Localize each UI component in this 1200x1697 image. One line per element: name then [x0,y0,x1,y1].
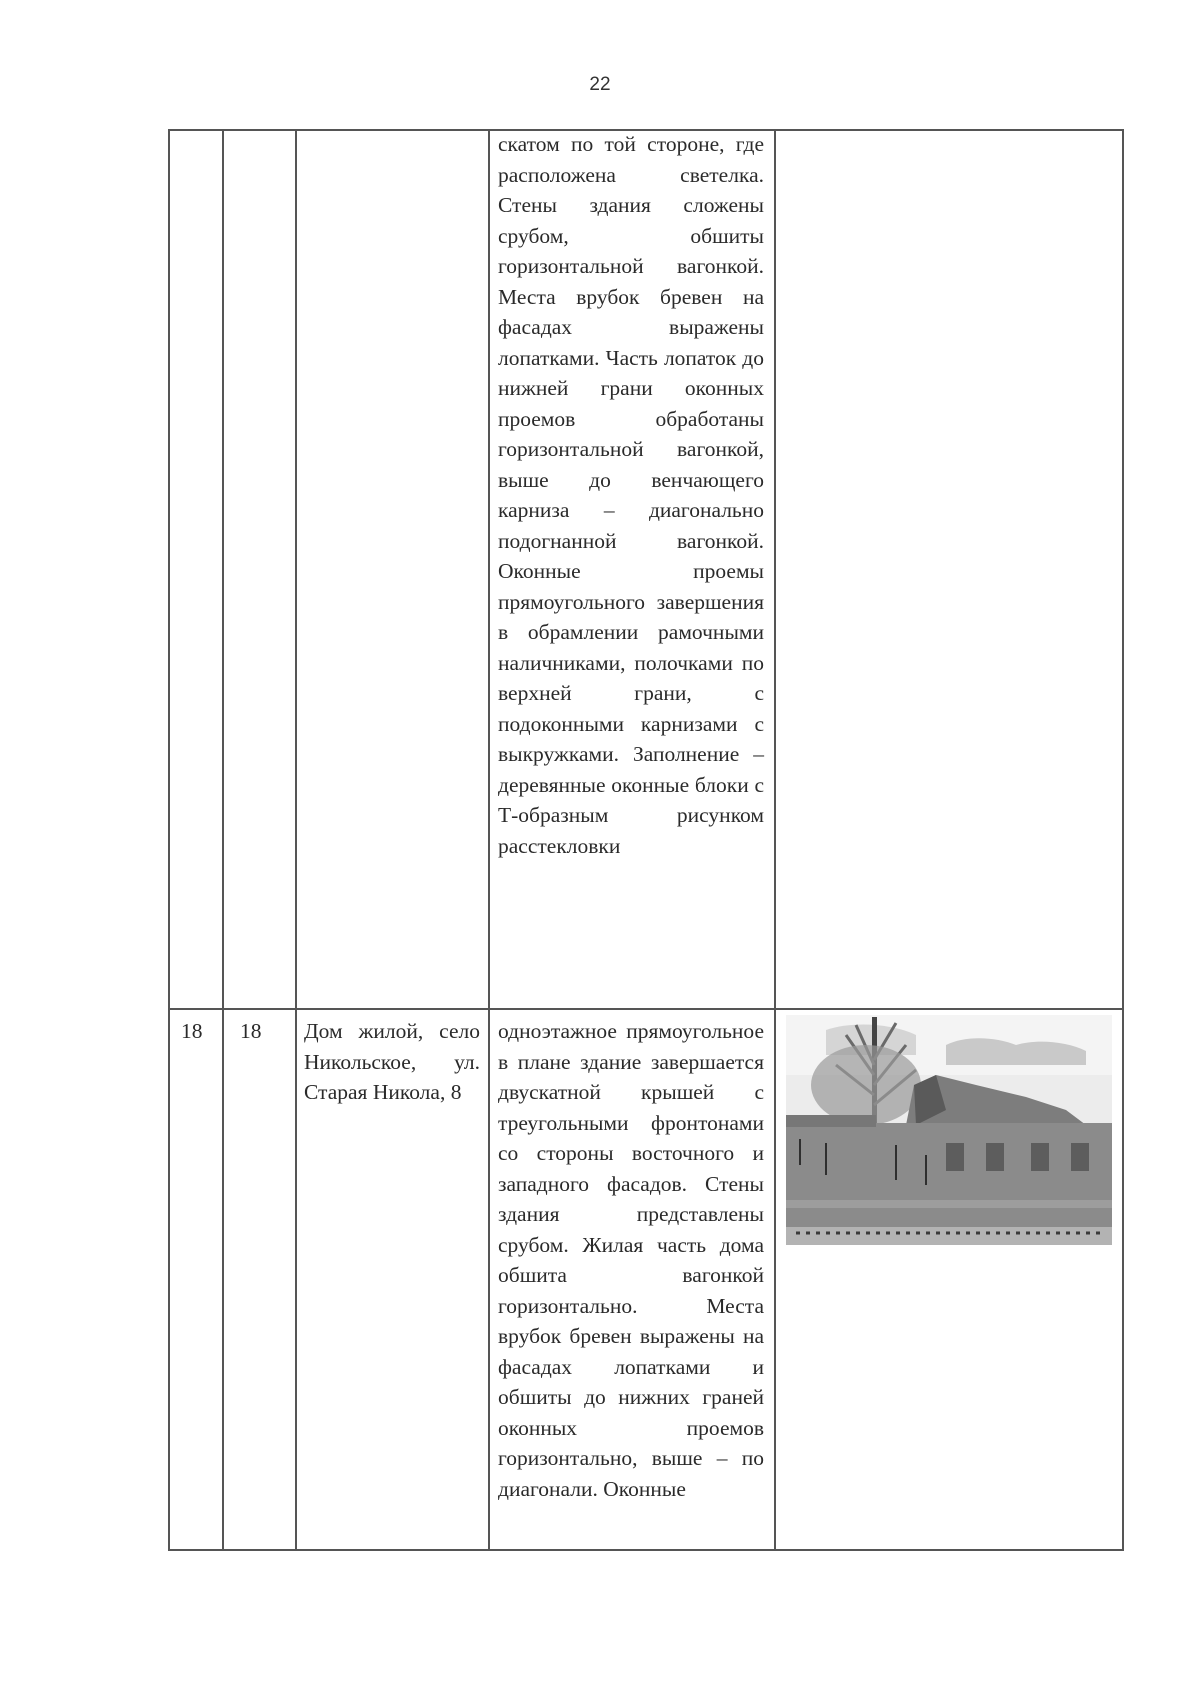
table-right-border [1122,129,1124,1551]
column-divider-1 [222,129,224,1551]
column-divider-3 [488,129,490,1551]
table-bottom-border [168,1549,1124,1551]
house-photo [786,1015,1112,1245]
table-cell-description: одноэтажное прямоугольное в плане здание завершается двускатной крышей с треугольными фронтонами со стороны восточного и западного фасадов. Стены здания представлены срубом. Жилая часть дома обшита вагонкой горизонтально. Места врубок бревен выражены на фасадах лопатками и обшиты до нижних граней оконных проемов горизонтально, выше – по диагонали. Оконные [498,1019,764,1501]
table-cell-object-id: 18 [240,1019,262,1043]
page-number: 22 [589,74,611,95]
table-cell-object-name: Дом жилой, село Никольское, ул. Старая Никола, 8 [304,1019,480,1104]
column-divider-2 [295,129,297,1551]
table-cell-description: скатом по той стороне, где расположена светелка. Стены здания сложены срубом, обшиты горизонтальной вагонкой. Места врубок бревен на фасадах выражены лопатками. Часть лопаток до нижней грани оконных проемов обработаны горизонтальной вагонкой, выше до венчающего карниза – диагонально подогнанной вагонкой. Оконные проемы прямоугольного завершения в обрамлении рамочными наличниками, полочками по верхней грани, с подоконными карнизами с выкружками. Заполнение – деревянные оконные блоки с Т-образным рисунком расстекловки [498,132,764,858]
column-divider-4 [774,129,776,1551]
table-cell-row-number: 18 [181,1019,203,1043]
heritage-table [168,129,1124,1551]
table-left-border [168,129,170,1551]
row-divider [168,1008,1124,1010]
